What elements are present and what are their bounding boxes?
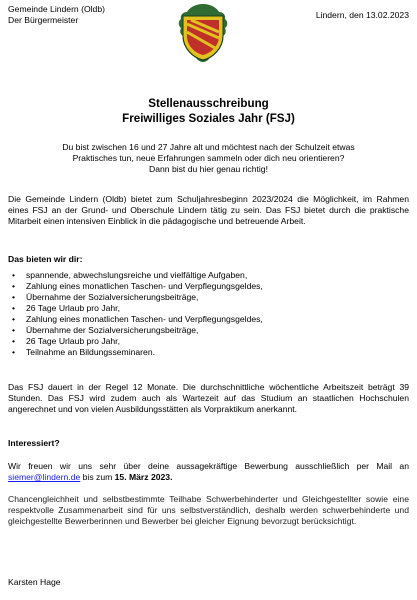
interest-heading: Interessiert? bbox=[8, 438, 60, 448]
list-item: • Teilnahme an Bildungsseminaren. bbox=[8, 347, 263, 358]
paragraph-equality: Chancengleichheit und selbstbestimmte Teilhabe Schwerbehinderter und Gleichgestellter sowie eine respektvolle Zusammenarbeit sind für uns selbstverständlich, deshalb werden schwerbehinderte und gleichgestellte Bewerberinnen und Bewerber bei gleicher Eignung bevorzugt berücksichtigt. bbox=[8, 494, 409, 526]
deadline: 15. März 2023. bbox=[114, 472, 173, 482]
coat-of-arms-icon bbox=[175, 2, 231, 64]
paragraph-offer-intro: Die Gemeinde Lindern (Oldb) bietet zum Schuljahresbeginn 2023/2024 die Möglichkeit, im Rahmen eines FSJ an der Grund- und Oberschule Lindern tätig zu sein. Das FSJ bietet durch die praktische Mitarbeit einen intensiven Einblick in die pädagogische und betreuende Arbeit. bbox=[8, 194, 409, 226]
place-date: Lindern, den 13.02.2023 bbox=[315, 10, 409, 20]
org-name: Gemeinde Lindern (Oldb) bbox=[8, 4, 105, 14]
offer-list bbox=[8, 270, 263, 358]
list-item: • Zahlung eines monatlichen Taschen- und Verpflegungsgeldes, bbox=[8, 314, 263, 325]
org-office: Der Bürgermeister bbox=[8, 15, 79, 25]
email-link[interactable]: siemer@lindern.de bbox=[8, 472, 81, 482]
title-line-1: Stellenausschreibung bbox=[148, 97, 269, 110]
list-item: • Übernahme der Sozialversicherungsbeiträge, bbox=[8, 325, 263, 336]
letterhead bbox=[8, 4, 105, 26]
list-item: • Zahlung eines monatlichen Taschen- und Verpflegungsgeldes, bbox=[8, 281, 263, 292]
list-item: • spannende, abwechslungsreiche und vielfältige Aufgaben, bbox=[8, 270, 263, 281]
list-item: • Übernahme der Sozialversicherungsbeiträge, bbox=[8, 292, 263, 303]
intro-text bbox=[0, 142, 417, 175]
intro-line-2: Praktisches tun, neue Erfahrungen sammeln oder dich neu orientieren? bbox=[72, 153, 345, 163]
list-item: • 26 Tage Urlaub pro Jahr, bbox=[8, 303, 263, 314]
offer-heading: Das bieten wir dir: bbox=[8, 254, 83, 264]
signature: Karsten Hage bbox=[8, 577, 61, 587]
paragraph-duration: Das FSJ dauert in der Regel 12 Monate. Die durchschnittliche wöchentliche Arbeitszeit beträgt 39 Stunden. Das FSJ wird zudem auch als Wartezeit auf das Studium an staatlichen Hochschulen angerechnet und von vielen Ausbildungsstätten als Vorpraktikum anerkannt. bbox=[8, 382, 409, 414]
intro-line-3: Dann bist du hier genau richtig! bbox=[149, 164, 268, 174]
apply-text: Wir freuen wir uns sehr über deine aussagekräftige Bewerbung ausschließlich per Mail an bbox=[8, 461, 409, 471]
title-line-2: Freiwilliges Soziales Jahr (FSJ) bbox=[122, 111, 295, 125]
paragraph-apply bbox=[8, 461, 409, 483]
apply-text-middle: bis zum bbox=[80, 472, 115, 482]
list-item: • 26 Tage Urlaub pro Jahr, bbox=[8, 336, 263, 347]
document-title bbox=[0, 97, 417, 126]
intro-line-1: Du bist zwischen 16 und 27 Jahre alt und möchtest nach der Schulzeit etwas bbox=[62, 142, 355, 152]
